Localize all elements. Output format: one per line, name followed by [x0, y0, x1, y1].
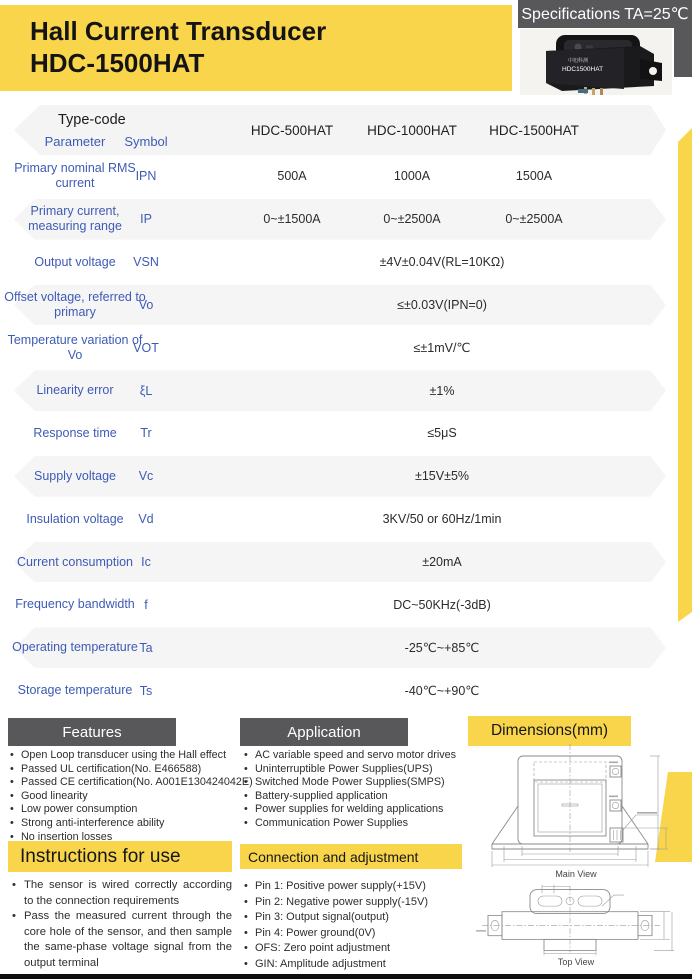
feature-item: • Good linearity — [8, 790, 240, 804]
instruction-item: • Pass the measured current through the core hole of the sensor, and then sample the same-phase voltage signal from the output terminal — [10, 909, 232, 971]
top-view-label: Top View — [557, 957, 595, 967]
application-item: • Power supplies for welding applications — [242, 803, 467, 817]
spec-table-rows — [0, 155, 692, 712]
row-parameter: Temperature variation of Vo — [7, 332, 143, 362]
product-label-model: HDC1500HAT — [562, 66, 604, 73]
row-value-shared: ±20mA — [422, 555, 462, 570]
table-row — [0, 583, 692, 626]
table-row — [0, 626, 692, 669]
row-value-shared: 3KV/50 or 60Hz/1min — [382, 512, 502, 527]
product-label-brand: 中旭科测 — [568, 58, 589, 64]
connection-list — [242, 879, 467, 973]
title-block — [0, 5, 512, 91]
row-value-hdc500: 0~±1500A — [263, 212, 321, 227]
row-symbol: Ic — [141, 555, 151, 570]
type-code-label: Type-code — [58, 112, 126, 128]
dimensions-section-title: Dimensions(mm) — [468, 716, 631, 746]
application-item: • Switched Mode Power Supplies(SMPS) — [242, 776, 467, 790]
page-title-line1: Hall Current Transducer — [30, 16, 327, 46]
row-parameter: Operating temperature — [12, 640, 138, 655]
table-row — [0, 198, 692, 241]
application-item: • Communication Power Supplies — [242, 817, 467, 831]
row-symbol: VOT — [133, 340, 159, 355]
row-symbol: Vc — [138, 469, 154, 484]
row-symbol: Ta — [139, 640, 153, 655]
row-symbol: Ts — [139, 683, 153, 698]
instructions-list — [10, 878, 232, 971]
connection-item: • Pin 3: Output signal(output) — [242, 910, 467, 926]
parameter-label: Parameter — [44, 134, 106, 149]
table-row — [0, 241, 692, 284]
feature-item: • Low power consumption — [8, 803, 240, 817]
row-value-shared: ≤±1mV/℃ — [413, 341, 471, 356]
row-parameter: Storage temperature — [17, 683, 133, 698]
spec-table-header — [0, 105, 692, 155]
feature-item: • No insertion losses — [8, 831, 240, 845]
row-value-shared: -25℃~+85℃ — [404, 641, 480, 656]
specifications-badge: Specifications TA=25℃ — [518, 0, 692, 28]
model-header-hdc1000: HDC-1000HAT — [367, 122, 457, 138]
row-parameter: Insulation voltage — [26, 511, 124, 526]
row-parameter: Supply voltage — [33, 468, 116, 483]
table-row — [0, 498, 692, 541]
table-row — [0, 326, 692, 369]
row-value-shared — [232, 155, 652, 198]
connection-item: • Pin 2: Negative power supply(-15V) — [242, 895, 467, 911]
application-list — [242, 749, 467, 831]
row-parameter: Response time — [33, 425, 117, 440]
row-parameter: Frequency bandwidth — [15, 597, 135, 612]
bottom-border — [0, 974, 692, 979]
row-symbol: IPN — [135, 169, 157, 184]
row-parameter: Offset voltage, referred to primary — [4, 289, 146, 319]
instructions-section-title: Instructions for use — [8, 841, 232, 872]
row-value-hdc1000: 1000A — [393, 169, 431, 184]
feature-item: • Strong anti-interference ability — [8, 817, 240, 831]
dark-accent-strip — [674, 27, 692, 77]
row-value-shared: ±1% — [429, 383, 455, 398]
application-section-title: Application — [240, 718, 408, 746]
feature-item: • Passed UL certification(No. E466588) — [8, 763, 240, 777]
table-row — [0, 155, 692, 198]
row-value-hdc1500: 0~±2500A — [505, 212, 563, 227]
row-value-hdc1500: 1500A — [515, 169, 553, 184]
row-parameter: Primary current, measuring range — [28, 204, 122, 234]
row-symbol: f — [144, 597, 148, 612]
row-parameter: Primary nominal RMS current — [14, 161, 136, 191]
row-symbol: IP — [140, 212, 152, 227]
row-symbol: Tr — [140, 426, 152, 441]
table-row — [0, 284, 692, 327]
application-item: • Uninterruptible Power Supplies(UPS) — [242, 763, 467, 777]
row-symbol: ξL — [139, 383, 153, 398]
row-parameter: Linearity error — [36, 383, 114, 398]
row-value-shared: DC~50KHz(-3dB) — [393, 597, 491, 612]
row-value-hdc1000: 0~±2500A — [383, 212, 441, 227]
model-header-hdc500: HDC-500HAT — [250, 122, 334, 138]
row-parameter: Current consumption — [16, 554, 134, 569]
application-item: • Battery-supplied application — [242, 790, 467, 804]
page-title-line2: HDC-1500HAT — [30, 48, 205, 78]
features-section-title: Features — [8, 718, 176, 746]
connection-section-title: Connection and adjustment — [240, 844, 462, 869]
row-symbol: Vo — [138, 297, 154, 312]
features-list — [8, 749, 253, 844]
table-row — [0, 541, 692, 584]
row-value-shared: ±15V±5% — [414, 469, 470, 484]
row-value-shared: ≤5μS — [427, 426, 457, 441]
table-row — [0, 369, 692, 412]
row-value-shared: -40℃~+90℃ — [404, 684, 480, 699]
main-view-label: Main View — [555, 869, 597, 879]
row-symbol: VSN — [133, 255, 159, 270]
connection-item: • OFS: Zero point adjustment — [242, 941, 467, 957]
table-row — [0, 669, 692, 712]
model-header-hdc1500: HDC-1500HAT — [489, 122, 579, 138]
row-symbol: Vd — [138, 512, 154, 527]
connection-item: • Pin 4: Power ground(0V) — [242, 926, 467, 942]
table-row — [0, 412, 692, 455]
feature-item: • Passed CE certification(No. A001E130424042E) — [8, 776, 240, 790]
row-value-hdc500: 500A — [277, 169, 307, 184]
transducer-illustration — [520, 29, 672, 95]
row-value-shared — [232, 198, 652, 241]
connection-item: • GIN: Amplitude adjustment — [242, 957, 467, 973]
row-parameter: Output voltage — [34, 254, 116, 269]
top-view-drawing — [474, 884, 678, 956]
product-photo — [520, 29, 672, 95]
application-item: • AC variable speed and servo motor drives — [242, 749, 467, 763]
feature-item: • Open Loop transducer using the Hall effect — [8, 749, 240, 763]
table-row — [0, 455, 692, 498]
symbol-label: Symbol — [124, 134, 168, 149]
row-value-shared: ±4V±0.04V(RL=10KΩ) — [379, 255, 505, 270]
connection-item: • Pin 1: Positive power supply(+15V) — [242, 879, 467, 895]
row-value-shared: ≤±0.03V(IPN=0) — [397, 297, 487, 312]
instruction-item: • The sensor is wired correctly according to the connection requirements — [10, 878, 232, 909]
main-view-drawing — [474, 742, 678, 868]
